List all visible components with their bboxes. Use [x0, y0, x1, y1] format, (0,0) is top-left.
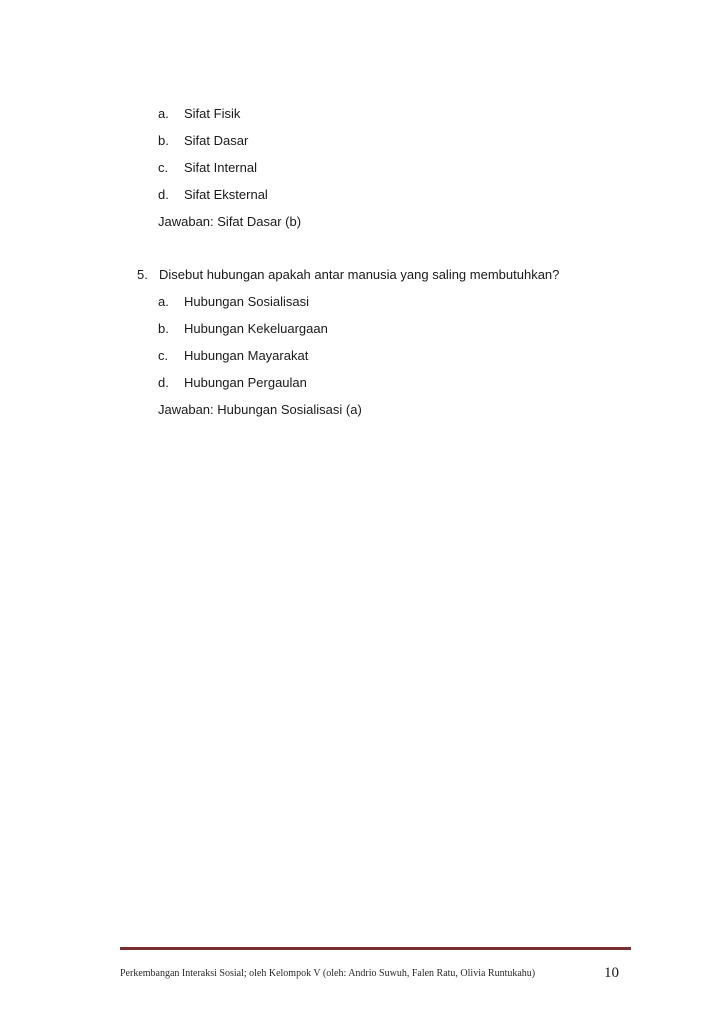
question-text: Disebut hubungan apakah antar manusia yang saling membutuhkan?	[159, 267, 560, 282]
footer-caption: Perkembangan Interaksi Sosial; oleh Kelompok V (oleh: Andrio Suwuh, Falen Ratu, Olivia Runtukahu)	[120, 968, 536, 979]
option-text: Hubungan Mayarakat	[184, 348, 309, 363]
footer-divider	[120, 947, 631, 950]
option-marker: d.	[158, 187, 169, 202]
q5-option-d	[158, 375, 307, 391]
q4-option-c	[158, 160, 257, 176]
option-marker: a.	[158, 106, 169, 121]
option-marker: a.	[158, 294, 169, 309]
q5-option-a	[158, 294, 309, 310]
option-text: Sifat Fisik	[184, 106, 241, 121]
question-number: 5.	[137, 267, 148, 282]
q5-option-c	[158, 348, 308, 364]
q4-option-a	[158, 106, 240, 122]
q4-option-d	[158, 187, 268, 203]
option-marker: c.	[158, 160, 169, 175]
option-text: Sifat Eksternal	[184, 187, 268, 202]
q5-answer: Jawaban: Hubungan Sosialisasi (a)	[158, 402, 362, 417]
q5-question	[137, 267, 559, 283]
q5-option-b	[158, 321, 328, 337]
option-marker: b.	[158, 133, 169, 148]
q4-option-b	[158, 133, 248, 149]
option-text: Hubungan Kekeluargaan	[184, 321, 328, 336]
option-text: Hubungan Pergaulan	[184, 375, 307, 390]
page-number: 10	[604, 965, 619, 981]
option-text: Sifat Dasar	[184, 133, 249, 148]
option-marker: d.	[158, 375, 169, 390]
option-marker: b.	[158, 321, 169, 336]
option-marker: c.	[158, 348, 169, 363]
option-text: Hubungan Sosialisasi	[184, 294, 310, 309]
option-text: Sifat Internal	[184, 160, 257, 175]
q4-answer: Jawaban: Sifat Dasar (b)	[158, 214, 302, 229]
